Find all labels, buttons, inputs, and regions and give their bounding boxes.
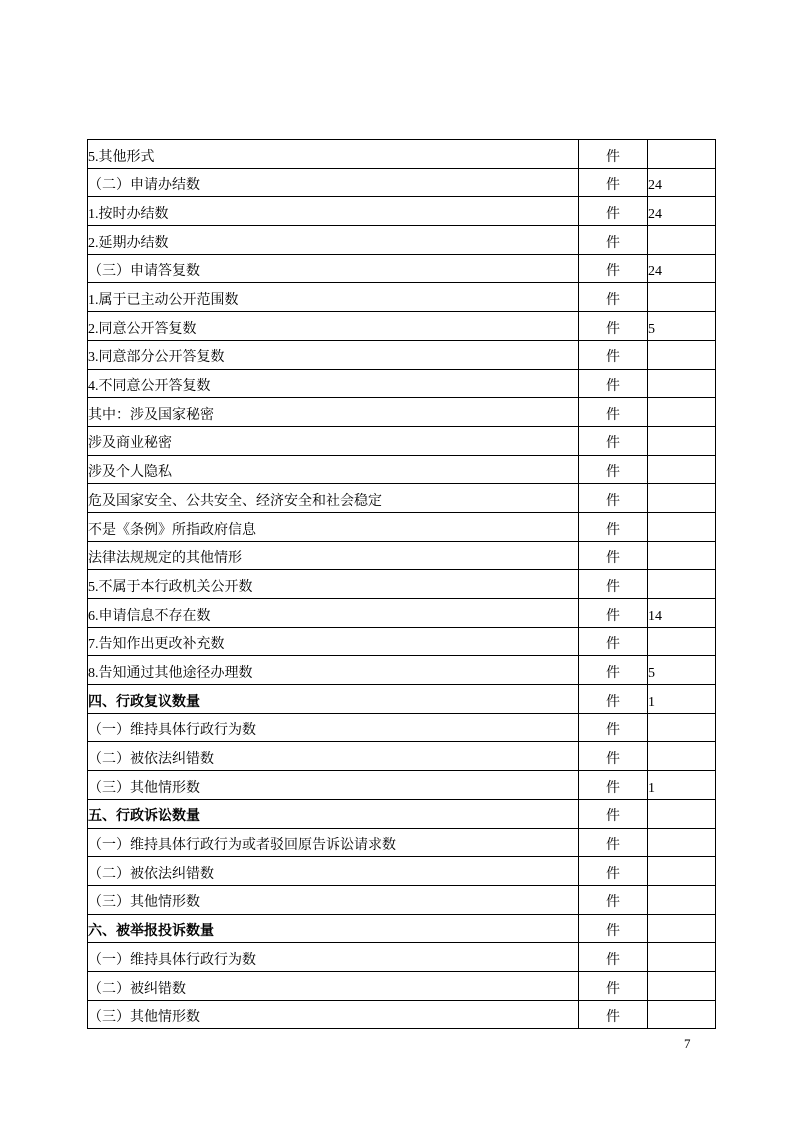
row-unit: 件 <box>579 914 648 943</box>
row-value <box>648 943 716 972</box>
table-row <box>88 971 716 1000</box>
row-unit: 件 <box>579 369 648 398</box>
row-unit: 件 <box>579 168 648 197</box>
row-label: 3.同意部分公开答复数 <box>88 340 579 369</box>
table-row <box>88 140 716 169</box>
row-label: 不是《条例》所指政府信息 <box>88 512 579 541</box>
row-value: 5 <box>648 312 716 341</box>
table-row <box>88 799 716 828</box>
table-row <box>88 254 716 283</box>
row-label: 4.不同意公开答复数 <box>88 369 579 398</box>
row-unit: 件 <box>579 828 648 857</box>
row-unit: 件 <box>579 340 648 369</box>
table-row <box>88 484 716 513</box>
table-row <box>88 914 716 943</box>
page-number: 7 <box>684 1036 691 1051</box>
row-unit: 件 <box>579 541 648 570</box>
table-row <box>88 455 716 484</box>
row-value <box>648 971 716 1000</box>
row-value <box>648 426 716 455</box>
row-value <box>648 1000 716 1029</box>
row-value <box>648 541 716 570</box>
table-row <box>88 627 716 656</box>
row-value <box>648 914 716 943</box>
row-label: （二）申请办结数 <box>88 168 579 197</box>
row-label: （三）其他情形数 <box>88 771 579 800</box>
row-unit: 件 <box>579 455 648 484</box>
row-unit: 件 <box>579 943 648 972</box>
row-value <box>648 885 716 914</box>
row-unit: 件 <box>579 742 648 771</box>
table-row <box>88 599 716 628</box>
table-row <box>88 283 716 312</box>
row-label: 8.告知通过其他途径办理数 <box>88 656 579 685</box>
row-label: （二）被依法纠错数 <box>88 857 579 886</box>
table-row <box>88 685 716 714</box>
row-value <box>648 857 716 886</box>
row-value <box>648 627 716 656</box>
row-label: （一）维持具体行政行为数 <box>88 713 579 742</box>
table-row <box>88 885 716 914</box>
row-value <box>648 283 716 312</box>
table-row <box>88 312 716 341</box>
row-value <box>648 799 716 828</box>
row-value <box>648 226 716 255</box>
row-unit: 件 <box>579 398 648 427</box>
table-row <box>88 426 716 455</box>
row-value <box>648 828 716 857</box>
row-value <box>648 398 716 427</box>
row-value: 24 <box>648 254 716 283</box>
row-label: 涉及商业秘密 <box>88 426 579 455</box>
row-unit: 件 <box>579 512 648 541</box>
row-unit: 件 <box>579 312 648 341</box>
table-row <box>88 369 716 398</box>
row-label: （一）维持具体行政行为或者驳回原告诉讼请求数 <box>88 828 579 857</box>
row-label: 其中：涉及国家秘密 <box>88 398 579 427</box>
row-label: （二）被依法纠错数 <box>88 742 579 771</box>
table-body <box>88 140 716 1029</box>
row-label: 7.告知作出更改补充数 <box>88 627 579 656</box>
row-unit: 件 <box>579 656 648 685</box>
table-row <box>88 398 716 427</box>
table-row <box>88 197 716 226</box>
table-row <box>88 168 716 197</box>
row-value <box>648 742 716 771</box>
row-value <box>648 140 716 169</box>
row-unit: 件 <box>579 857 648 886</box>
row-unit: 件 <box>579 627 648 656</box>
row-unit: 件 <box>579 799 648 828</box>
row-unit: 件 <box>579 1000 648 1029</box>
row-label: （二）被纠错数 <box>88 971 579 1000</box>
row-value: 5 <box>648 656 716 685</box>
table-row <box>88 857 716 886</box>
row-unit: 件 <box>579 226 648 255</box>
table-row <box>88 226 716 255</box>
row-unit: 件 <box>579 283 648 312</box>
row-label: 2.延期办结数 <box>88 226 579 255</box>
table-row <box>88 340 716 369</box>
row-value <box>648 713 716 742</box>
row-value <box>648 484 716 513</box>
row-label: 1.按时办结数 <box>88 197 579 226</box>
row-label: （三）其他情形数 <box>88 885 579 914</box>
row-unit: 件 <box>579 254 648 283</box>
row-unit: 件 <box>579 570 648 599</box>
row-label: 6.申请信息不存在数 <box>88 599 579 628</box>
table-row <box>88 713 716 742</box>
row-value: 1 <box>648 771 716 800</box>
row-unit: 件 <box>579 484 648 513</box>
row-label: （三）其他情形数 <box>88 1000 579 1029</box>
row-label: 2.同意公开答复数 <box>88 312 579 341</box>
row-unit: 件 <box>579 713 648 742</box>
table-row <box>88 771 716 800</box>
table-row <box>88 1000 716 1029</box>
table-row <box>88 656 716 685</box>
row-label: 四、行政复议数量 <box>88 685 579 714</box>
statistics-table <box>87 139 716 1029</box>
row-unit: 件 <box>579 685 648 714</box>
row-label: 五、行政诉讼数量 <box>88 799 579 828</box>
row-unit: 件 <box>579 885 648 914</box>
table-row <box>88 541 716 570</box>
row-unit: 件 <box>579 971 648 1000</box>
table-row <box>88 828 716 857</box>
table-row <box>88 943 716 972</box>
table-row <box>88 512 716 541</box>
row-unit: 件 <box>579 426 648 455</box>
row-unit: 件 <box>579 771 648 800</box>
row-value <box>648 340 716 369</box>
row-unit: 件 <box>579 140 648 169</box>
table-row <box>88 742 716 771</box>
row-label: 法律法规规定的其他情形 <box>88 541 579 570</box>
row-value: 24 <box>648 168 716 197</box>
row-value <box>648 455 716 484</box>
table-row <box>88 570 716 599</box>
row-label: 1.属于已主动公开范围数 <box>88 283 579 312</box>
row-value: 1 <box>648 685 716 714</box>
row-label: 危及国家安全、公共安全、经济安全和社会稳定 <box>88 484 579 513</box>
row-label: 5.其他形式 <box>88 140 579 169</box>
row-label: （一）维持具体行政行为数 <box>88 943 579 972</box>
row-value <box>648 512 716 541</box>
row-value <box>648 570 716 599</box>
row-label: （三）申请答复数 <box>88 254 579 283</box>
row-label: 六、被举报投诉数量 <box>88 914 579 943</box>
row-value: 24 <box>648 197 716 226</box>
row-label: 涉及个人隐私 <box>88 455 579 484</box>
row-unit: 件 <box>579 599 648 628</box>
row-unit: 件 <box>579 197 648 226</box>
row-label: 5.不属于本行政机关公开数 <box>88 570 579 599</box>
row-value: 14 <box>648 599 716 628</box>
row-value <box>648 369 716 398</box>
